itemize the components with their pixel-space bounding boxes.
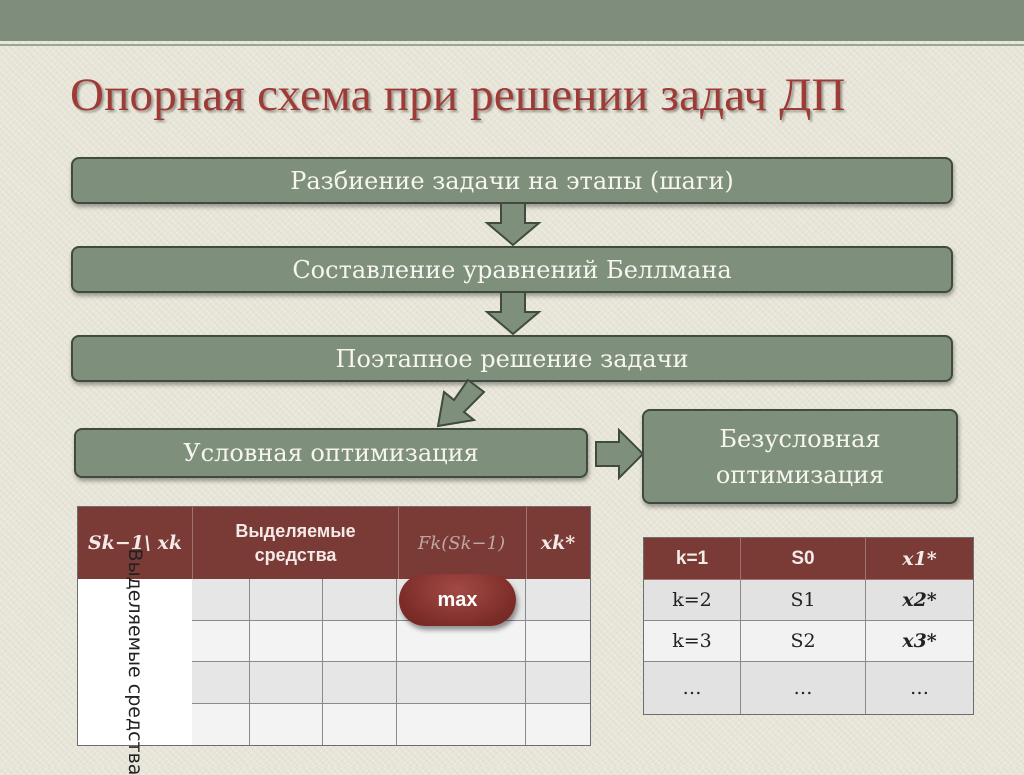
table-cell (250, 662, 323, 704)
table-cell (192, 662, 250, 704)
diagonal-arrow-icon (430, 380, 490, 430)
step-box-partition (71, 157, 953, 204)
step-label: Поэтапное решение задачи (335, 344, 689, 373)
cell-s: … (741, 662, 866, 714)
table-cell (526, 704, 590, 745)
table-row (644, 662, 973, 714)
table-cell (192, 621, 250, 662)
table-cell (397, 621, 526, 662)
cell-x: x3* (866, 621, 973, 662)
table-cell (526, 621, 590, 662)
step-label: Составление уравнений Беллмана (292, 255, 732, 284)
cell-s: S2 (741, 621, 866, 662)
table-cell (250, 579, 323, 621)
table-cell (397, 662, 526, 704)
step-box-bellman (71, 246, 953, 293)
step-label: Условная оптимизация (183, 439, 479, 467)
table-cell (192, 579, 250, 621)
header-state-decision: Sk−1\ xk (87, 532, 183, 554)
header-x: x1* (866, 538, 973, 580)
header-allocated-funds: Выделяемые средства (192, 507, 399, 579)
down-arrow-icon (485, 203, 541, 247)
table-cell (250, 704, 323, 745)
table-cell (323, 704, 397, 745)
header-k: k=1 (644, 538, 741, 580)
row-label-cell (78, 548, 193, 775)
top-divider (0, 44, 1024, 46)
cell-k: k=3 (644, 621, 741, 662)
right-arrow-icon (595, 428, 645, 480)
table-row (644, 621, 973, 662)
step-label: Безусловная оптимизация (715, 424, 885, 489)
step-box-conditional (74, 428, 588, 478)
cell-s: S1 (741, 580, 866, 621)
table-cell (323, 662, 397, 704)
cell-k: k=2 (644, 580, 741, 621)
table-cell (526, 662, 590, 704)
cell-x: … (866, 662, 973, 714)
header-bellman-function: Fk(Sk−1) (397, 507, 527, 579)
cell-k: … (644, 662, 741, 714)
row-label-vertical: Выделяемые средства (124, 548, 146, 775)
step-box-stepwise (71, 335, 953, 382)
table-cell (526, 579, 590, 621)
header-optimal-decision: xk* (540, 532, 576, 554)
table-header-row (644, 538, 973, 580)
stage-table-header (78, 507, 590, 579)
down-arrow-icon (485, 292, 541, 336)
max-badge: max (399, 574, 516, 626)
table-cell (323, 621, 397, 662)
cell-x: x2* (866, 580, 973, 621)
results-table (643, 537, 974, 715)
step-label: Разбиение задачи на этапы (шаги) (290, 166, 734, 195)
step-box-unconditional (642, 409, 958, 504)
header-s: S0 (741, 538, 866, 580)
table-cell (250, 621, 323, 662)
table-cell (397, 704, 526, 745)
stage-table (77, 506, 591, 775)
top-bar (0, 0, 1024, 41)
slide-title: Опорная схема при решении задач ДП (70, 69, 846, 121)
table-row (644, 580, 973, 621)
table-cell (192, 704, 250, 745)
table-cell (323, 579, 397, 621)
